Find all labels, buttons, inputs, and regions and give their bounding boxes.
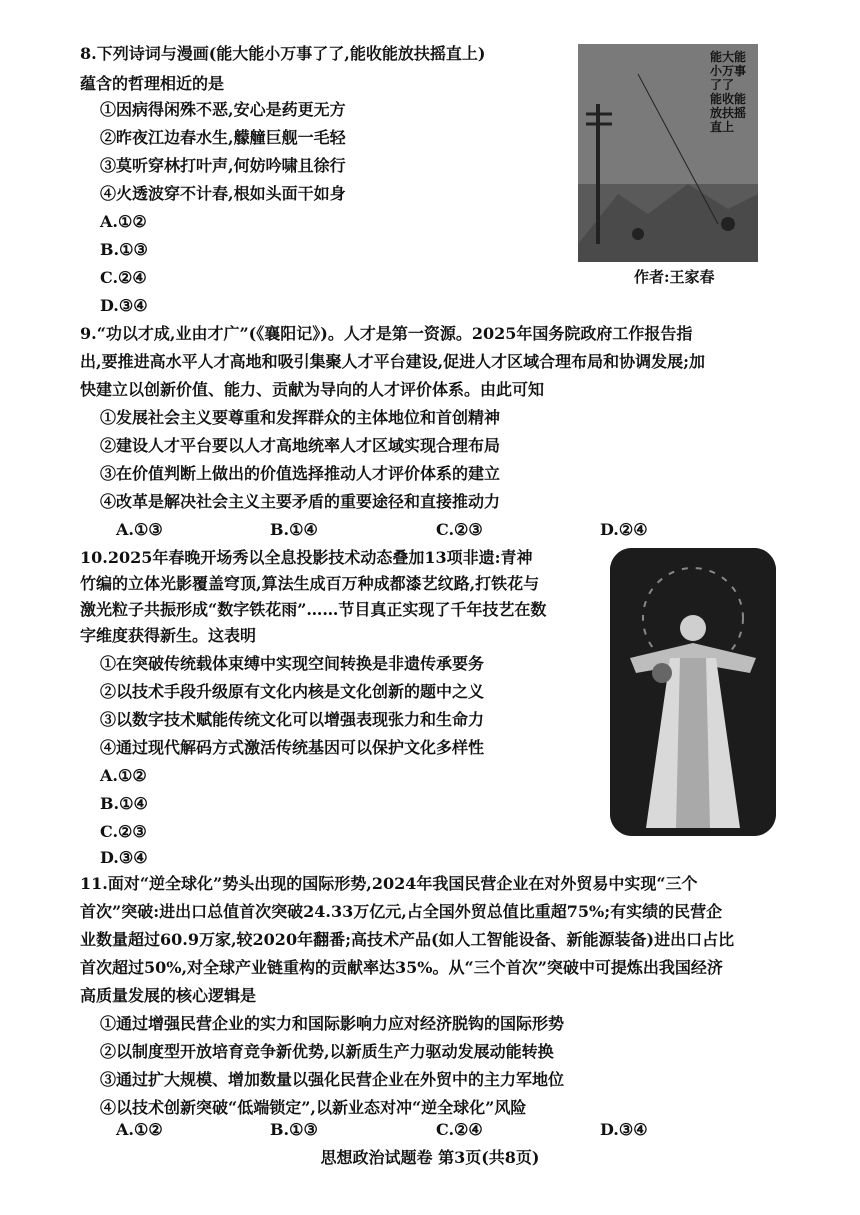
q11-stem-line2: 首次”突破:进出口总值首次突破24.33万亿元,占全国外贸总值比重超75%;有实绩的民营企 xyxy=(80,902,723,921)
q10-stem-line1: 10.2025年春晚开场秀以全息投影技术动态叠加13项非遗:青神 xyxy=(80,548,533,567)
q9-item-1: ①发展社会主义要尊重和发挥群众的主体地位和首创精神 xyxy=(100,408,501,427)
q10-stem-line2: 竹编的立体光影覆盖穹顶,算法生成百万种成都漆艺纹路,打铁花与 xyxy=(80,574,540,593)
q9-option-b: B.①④ xyxy=(270,520,318,539)
q9-stem-line1: 9.“功以才成,业由才广”(《襄阳记》)。人才是第一资源。2025年国务院政府工作报告指 xyxy=(80,324,693,343)
q10-option-a: A.①② xyxy=(100,766,147,785)
q9-option-d: D.②④ xyxy=(600,520,648,539)
q8-cartoon-image xyxy=(578,44,758,262)
q11-option-b: B.①③ xyxy=(270,1120,318,1139)
q10-option-c: C.②③ xyxy=(100,822,147,841)
q11-stem-line1: 11.面对“逆全球化”势头出现的国际形势,2024年我国民营企业在对外贸易中实现“三个 xyxy=(80,874,698,893)
q8-stem-line1: 8.下列诗词与漫画(能大能小万事了了,能收能放扶摇直上) xyxy=(80,44,486,63)
q11-item-3: ③通过扩大规模、增加数量以强化民营企业在外贸中的主力军地位 xyxy=(100,1070,565,1089)
performance-illustration xyxy=(610,548,776,836)
page-footer: 思想政治试题卷 第3页(共8页) xyxy=(320,1148,540,1167)
q8-option-c: C.②④ xyxy=(100,268,147,287)
q8-item-4: ④火透波穿不计春,根如头面干如身 xyxy=(100,184,346,203)
q9-stem-line2: 出,要推进高水平人才高地和吸引集聚人才平台建设,促进人才区域合理布局和协调发展;加 xyxy=(80,352,706,371)
q8-stem-line2: 蕴含的哲理相近的是 xyxy=(80,74,225,93)
q10-item-3: ③以数字技术赋能传统文化可以增强表现张力和生命力 xyxy=(100,710,485,729)
q9-option-a: A.①③ xyxy=(116,520,163,539)
q9-option-c: C.②③ xyxy=(436,520,483,539)
q10-performance-photo xyxy=(610,548,776,836)
cartoon-text: 能大能小万事了了 能收能放扶摇直上 xyxy=(710,50,747,134)
q11-option-a: A.①② xyxy=(116,1120,163,1139)
q11-option-d: D.③④ xyxy=(600,1120,648,1139)
q9-item-4: ④改革是解决社会主义主要矛盾的重要途径和直接推动力 xyxy=(100,492,501,511)
q8-option-b: B.①③ xyxy=(100,240,148,259)
q9-stem-line3: 快建立以创新价值、能力、贡献为导向的人才评价体系。由此可知 xyxy=(80,380,545,399)
q9-item-2: ②建设人才平台要以人才高地统率人才区域实现合理布局 xyxy=(100,436,501,455)
q10-option-d: D.③④ xyxy=(100,848,148,867)
q8-item-3: ③莫听穿林打叶声,何妨吟啸且徐行 xyxy=(100,156,346,175)
q10-item-2: ②以技术手段升级原有文化内核是文化创新的题中之义 xyxy=(100,682,485,701)
q11-item-2: ②以制度型开放培育竞争新优势,以新质生产力驱动发展动能转换 xyxy=(100,1042,554,1061)
q8-cartoon-caption: 作者:王家春 xyxy=(634,268,715,286)
q11-item-1: ①通过增强民营企业的实力和国际影响力应对经济脱钩的国际形势 xyxy=(100,1014,565,1033)
q11-stem-line4: 首次超过50%,对全球产业链重构的贡献率达35%。从“三个首次”突破中可提炼出我国经济 xyxy=(80,958,723,977)
q8-option-a: A.①② xyxy=(100,212,147,231)
q11-stem-line3: 业数量超过60.9万家,较2020年翻番;高技术产品(如人工智能设备、新能源装备)进出口占比 xyxy=(80,930,735,949)
q10-item-1: ①在突破传统载体束缚中实现空间转换是非遗传承要务 xyxy=(100,654,485,673)
q11-item-4: ④以技术创新突破“低端锁定”,以新业态对冲“逆全球化”风险 xyxy=(100,1098,527,1117)
q10-item-4: ④通过现代解码方式激活传统基因可以保护文化多样性 xyxy=(100,738,485,757)
q10-stem-line4: 字维度获得新生。这表明 xyxy=(80,626,257,645)
q8-option-d: D.③④ xyxy=(100,296,148,315)
q11-stem-line5: 高质量发展的核心逻辑是 xyxy=(80,986,257,1005)
q10-option-b: B.①④ xyxy=(100,794,148,813)
q10-stem-line3: 激光粒子共振形成“数字铁花雨”……节目真正实现了千年技艺在数 xyxy=(80,600,547,619)
q8-item-1: ①因病得闲殊不恶,安心是药更无方 xyxy=(100,100,346,119)
q9-item-3: ③在价值判断上做出的价值选择推动人才评价体系的建立 xyxy=(100,464,501,483)
q11-option-c: C.②④ xyxy=(436,1120,483,1139)
q8-item-2: ②昨夜江边春水生,艨艟巨舰一毛轻 xyxy=(100,128,346,147)
